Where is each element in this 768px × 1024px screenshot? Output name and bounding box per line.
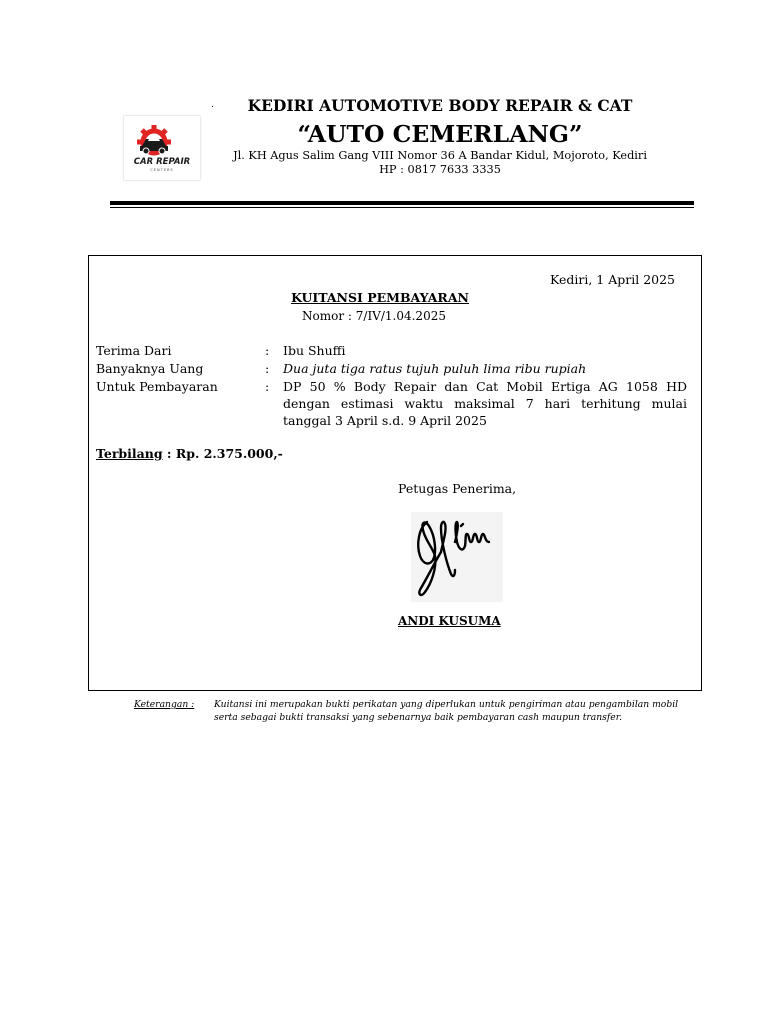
company-address: Jl. KH Agus Salim Gang VIII Nomor 36 A Bandar Kidul, Mojoroto, Kediri bbox=[233, 149, 647, 162]
field-value-received-from: Ibu Shuffi bbox=[283, 343, 346, 358]
header-rule-thick bbox=[110, 201, 694, 205]
company-phone: HP : 0817 7633 3335 bbox=[379, 163, 501, 176]
car-repair-gear-icon bbox=[124, 116, 200, 180]
field-label-payment-for: Untuk Pembayaran bbox=[96, 379, 218, 394]
note-label: Keterangan : bbox=[134, 699, 195, 710]
receipt-date: Kediri, 1 April 2025 bbox=[549, 272, 675, 287]
signer-name: ANDI KUSUMA bbox=[398, 614, 501, 628]
signature-image bbox=[411, 512, 503, 606]
officer-label: Petugas Penerima, bbox=[398, 481, 517, 496]
receipt-box bbox=[88, 255, 702, 691]
stray-dot: . bbox=[211, 100, 214, 110]
field-colon: : bbox=[265, 343, 270, 358]
logo-text: CAR REPAIR bbox=[133, 157, 191, 167]
field-colon: : bbox=[265, 379, 270, 394]
header-rule-thin bbox=[110, 207, 694, 208]
brand-name: “AUTO CEMERLANG” bbox=[297, 120, 583, 148]
receipt-title: KUITANSI PEMBAYARAN bbox=[291, 290, 469, 305]
field-value-payment-for: DP 50 % Body Repair dan Cat Mobil Ertiga AG 1058 HD dengan estimasi waktu maksimal 7 hari terhitung mulai tanggal 3 April s.d. 9 April 2025 bbox=[283, 379, 687, 428]
field-label-amount-words: Banyaknya Uang bbox=[96, 361, 204, 376]
company-logo bbox=[124, 116, 200, 180]
amount-in-figures bbox=[96, 445, 283, 462]
amount-value: : Rp. 2.375.000,- bbox=[162, 446, 283, 461]
field-label-received-from: Terima Dari bbox=[96, 343, 172, 358]
note-text: Kuitansi ini merupakan bukti perikatan yang diperlukan untuk pengiriman atau pengambilan mobil serta sebagai bukti transaksi yang sebenarnya baik pembayaran cash maupun transfer. bbox=[214, 699, 679, 723]
field-colon: : bbox=[265, 361, 270, 376]
amount-label: Terbilang bbox=[96, 446, 163, 461]
logo-subtext: CENTERS bbox=[150, 168, 174, 172]
company-name: KEDIRI AUTOMOTIVE BODY REPAIR & CAT bbox=[247, 96, 633, 115]
field-value-amount-words: Dua juta tiga ratus tujuh puluh lima ribu rupiah bbox=[283, 361, 587, 376]
receipt-number: Nomor : 7/IV/1.04.2025 bbox=[302, 309, 446, 323]
